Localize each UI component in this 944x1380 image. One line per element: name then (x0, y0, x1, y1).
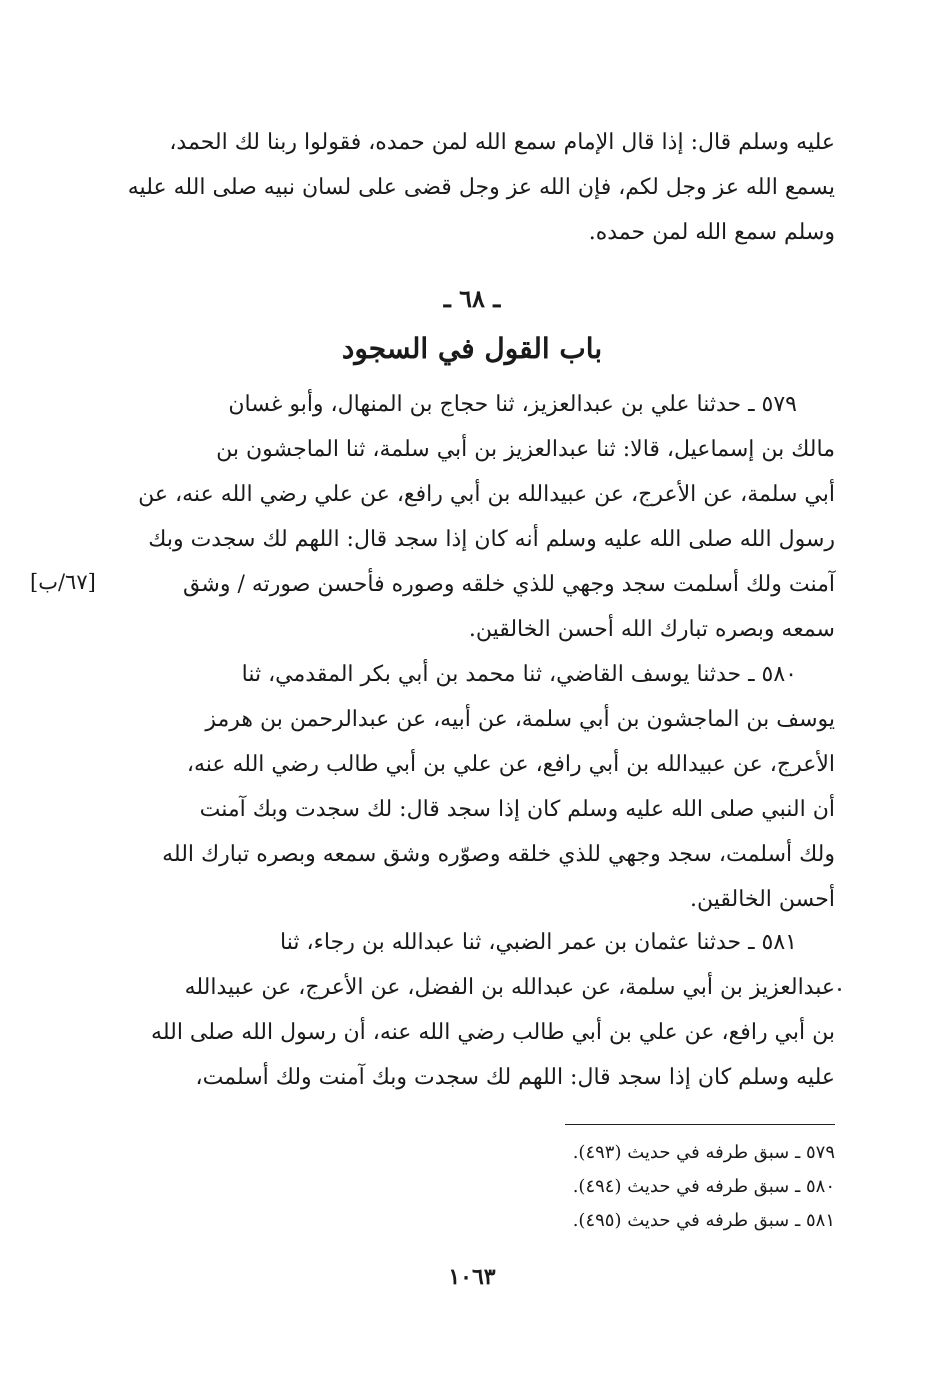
text-line: ٥٨١ ـ حدثنا عثمان بن عمر الضبي، ثنا عبدالله بن رجاء، ثنا (280, 930, 797, 955)
text-line: الأعرج، عن عبيدالله بن أبي رافع، عن علي بن أبي طالب رضي الله عنه، (186, 752, 835, 777)
chapter-title: باب القول في السجود (341, 332, 603, 365)
footnote-divider (565, 1124, 835, 1125)
text-line: عليه وسلم كان إذا سجد قال: اللهم لك سجدت وبك آمنت ولك أسلمت، (195, 1065, 835, 1090)
intro-paragraph (127, 120, 835, 255)
text-line: سمعه وبصره تبارك الله أحسن الخالقين. (468, 617, 835, 642)
text-line: آمنت ولك أسلمت سجد وجهي للذي خلقه وصوره فأحسن صورته / وشق (183, 572, 835, 597)
text-line: ٥٨٠ ـ حدثنا يوسف القاضي، ثنا محمد بن أبي بكر المقدمي، ثنا (241, 662, 797, 687)
stray-mark (838, 988, 841, 991)
hadith-580 (138, 652, 835, 922)
text-line: أبي سلمة، عن الأعرج، عن عبيدالله بن أبي رافع، عن علي رضي الله عنه، عن (138, 482, 835, 507)
page-number: ١٠٦٣ (448, 1264, 496, 1290)
hadith-581 (138, 920, 835, 1100)
footnote: ٥٨٠ ـ سبق طرفه في حديث (٤٩٤). (572, 1176, 835, 1197)
footnote: ٥٧٩ ـ سبق طرفه في حديث (٤٩٣). (572, 1142, 835, 1163)
text-line: عليه وسلم قال: إذا قال الإمام سمع الله لمن حمده، فقولوا ربنا لك الحمد، (169, 130, 835, 155)
text-line: ٥٧٩ ـ حدثنا علي بن عبدالعزيز، ثنا حجاج بن المنهال، وأبو غسان (228, 392, 797, 417)
text-line: ولك أسلمت، سجد وجهي للذي خلقه وصوّره وشق سمعه وبصره تبارك الله (162, 842, 835, 867)
text-line: بن أبي رافع، عن علي بن أبي طالب رضي الله عنه، أن رسول الله صلى الله (151, 1020, 835, 1045)
margin-folio-reference: [٦٧/ب] (30, 570, 96, 594)
text-line: عبدالعزيز بن أبي سلمة، عن عبدالله بن الفضل، عن الأعرج، عن عبيدالله (184, 975, 835, 1000)
hadith-579 (138, 382, 835, 652)
text-line: يسمع الله عز وجل لكم، فإن الله عز وجل قضى على لسان نبيه صلى الله عليه (127, 175, 835, 200)
text-line: أن النبي صلى الله عليه وسلم كان إذا سجد قال: لك سجدت وبك آمنت (199, 797, 835, 822)
footnote: ٥٨١ ـ سبق طرفه في حديث (٤٩٥). (572, 1210, 835, 1231)
text-line: يوسف بن الماجشون بن أبي سلمة، عن أبيه، عن عبدالرحمن بن هرمز (205, 707, 835, 732)
text-line: مالك بن إسماعيل، قالا: ثنا عبدالعزيز بن أبي سلمة، ثنا الماجشون بن (216, 437, 835, 462)
text-line: أحسن الخالقين. (689, 887, 835, 912)
footnotes (400, 1136, 835, 1238)
text-line: رسول الله صلى الله عليه وسلم أنه كان إذا سجد قال: اللهم لك سجدت وبك (148, 527, 835, 552)
chapter-number: ـ ٦٨ ـ (443, 284, 501, 313)
text-line: وسلم سمع الله لمن حمده. (588, 220, 835, 245)
